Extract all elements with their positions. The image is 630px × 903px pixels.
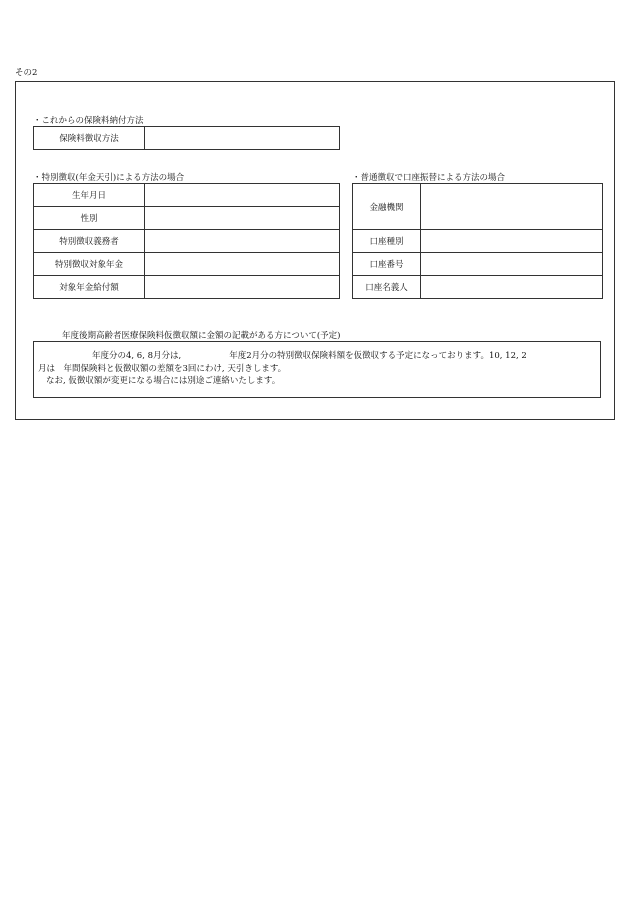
target-pension-label: 特別徴収対象年金: [34, 253, 145, 276]
notice-line1-part1: 年度分の4, 6, 8月分は,: [92, 351, 182, 361]
account-type-label: 口座種別: [353, 230, 421, 253]
payment-method-heading: ・これからの保険料納付方法: [33, 116, 144, 126]
account-holder-label: 口座名義人: [353, 276, 421, 299]
notice-line3: なお, 仮徴収額が変更になる場合には別途ご連絡いたします。: [46, 376, 281, 386]
special-collection-heading: ・特別徴収(年金天引)による方法の場合: [33, 173, 185, 183]
pension-benefit-amount-value: [145, 276, 340, 299]
normal-collection-table: [352, 183, 603, 299]
notice-line2: 月は 年間保険料と仮徴収額の差額を3回にわけ, 天引きします。: [38, 363, 287, 374]
payment-method-label: 保険料徴収方法: [34, 127, 145, 150]
normal-collection-heading: ・普通徴収で口座振替による方法の場合: [352, 173, 506, 183]
account-holder-value: [421, 276, 603, 299]
account-type-value: [421, 230, 603, 253]
account-number-value: [421, 253, 603, 276]
birthdate-value: [145, 184, 340, 207]
payment-method-table: [33, 126, 340, 150]
gender-value: [145, 207, 340, 230]
gender-label: 性別: [34, 207, 145, 230]
financial-institution-value: [421, 184, 603, 230]
birthdate-label: 生年月日: [34, 184, 145, 207]
pension-benefit-amount-label: 対象年金給付額: [34, 276, 145, 299]
account-number-label: 口座番号: [353, 253, 421, 276]
collection-obligor-label: 特別徴収義務者: [34, 230, 145, 253]
target-pension-value: [145, 253, 340, 276]
provisional-notice-box: [33, 341, 601, 398]
page-label: その2: [15, 68, 38, 78]
financial-institution-label: 金融機関: [353, 184, 421, 230]
provisional-notice-heading: 年度後期高齢者医療保険料仮徴収額に金額の記載がある方について(予定): [62, 331, 341, 341]
payment-method-value: [145, 127, 340, 150]
notice-line1-part2: 年度2月分の特別徴収保険料額を仮徴収する予定になっております。10, 12, 2: [229, 351, 527, 361]
special-collection-table: [33, 183, 340, 299]
collection-obligor-value: [145, 230, 340, 253]
